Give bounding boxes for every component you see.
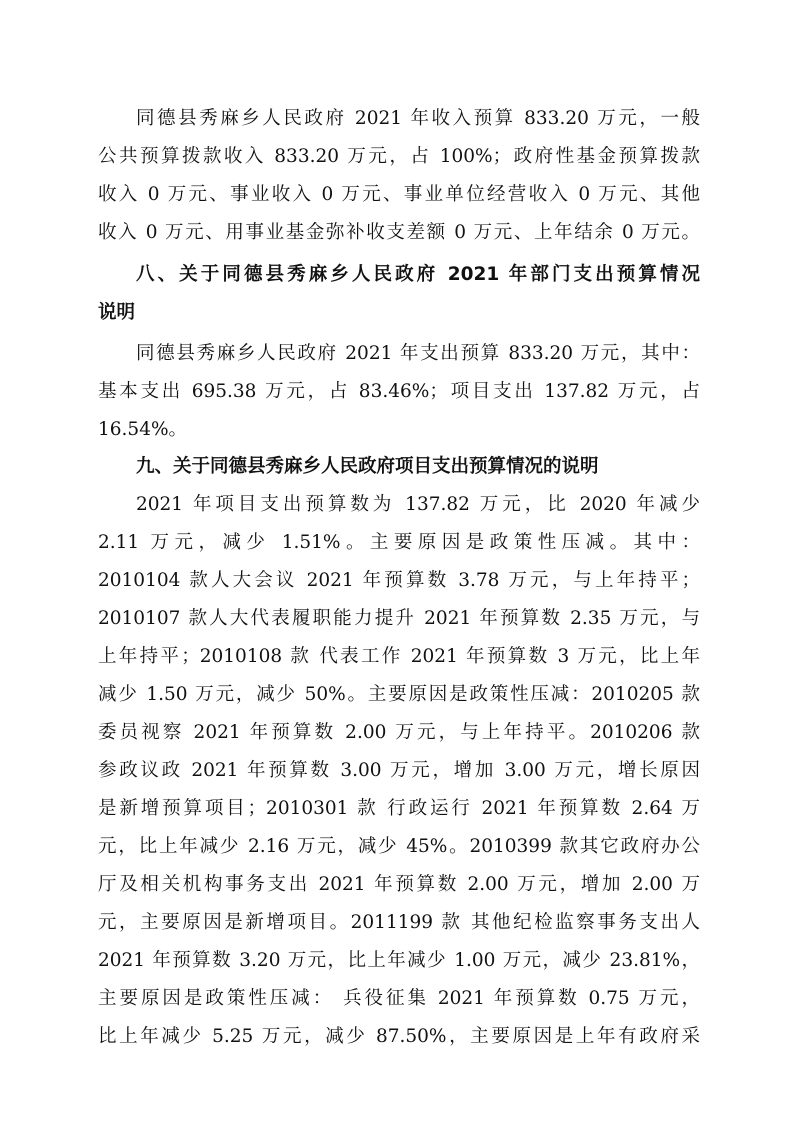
paragraph-line: 比上年减少 5.25 万元，减少 87.50%，主要原因是上年有政府采 (98, 1026, 700, 1047)
expenditure-budget-paragraph (98, 335, 700, 449)
paragraph-line: 同德县秀麻乡人民政府 2021 年支出预算 833.20 万元，其中： (136, 343, 700, 364)
paragraph-line: 2010104 款人大会议 2021 年预算数 3.78 万元，与上年持平； (98, 570, 700, 591)
paragraph-line: 基本支出 695.38 万元，占 83.46%；项目支出 137.82 万元，占 (98, 381, 700, 402)
paragraph-line: 元，主要原因是新增项目。2011199 款 其他纪检监察事务支出人 (98, 912, 700, 933)
income-budget-paragraph (98, 100, 700, 252)
heading-line: 说明 (98, 302, 136, 323)
paragraph-line: 上年持平；2010108 款 代表工作 2021 年预算数 3 万元，比上年 (98, 646, 700, 667)
paragraph-line: 收入 0 万元、用事业基金弥补收支差额 0 万元、上年结余 0 万元。 (98, 222, 700, 243)
section-heading-9 (98, 448, 700, 486)
heading-line: 八、关于同德县秀麻乡人民政府 2021 年部门支出预算情况 (136, 264, 700, 285)
paragraph-line: 是新增预算项目；2010301 款 行政运行 2021 年预算数 2.64 万 (98, 798, 700, 819)
paragraph-line: 收入 0 万元、事业收入 0 万元、事业单位经营收入 0 万元、其他 (98, 184, 700, 205)
section-heading-8 (98, 256, 700, 332)
paragraph-line: 2010107 款人大代表履职能力提升 2021 年预算数 2.35 万元，与 (98, 608, 700, 629)
paragraph-line: 2.11 万元，减少 1.51%。主要原因是政策性压减。其中： (98, 532, 700, 553)
paragraph-line: 16.54%。 (98, 419, 188, 440)
heading-line: 九、关于同德县秀麻乡人民政府项目支出预算情况的说明 (136, 456, 599, 477)
paragraph-line: 元，比上年减少 2.16 万元，减少 45%。2010399 款其它政府办公 (98, 836, 700, 857)
paragraph-line: 主要原因是政策性压减： 兵役征集 2021 年预算数 0.75 万元， (98, 988, 700, 1009)
paragraph-line: 2021 年预算数 3.20 万元，比上年减少 1.00 万元，减少 23.81%， (98, 950, 700, 971)
project-expenditure-paragraph (98, 486, 700, 1056)
paragraph-line: 同德县秀麻乡人民政府 2021 年收入预算 833.20 万元，一般 (136, 108, 700, 129)
paragraph-line: 公共预算拨款收入 833.20 万元，占 100%；政府性基金预算拨款 (98, 146, 700, 167)
paragraph-line: 2021 年项目支出预算数为 137.82 万元，比 2020 年减少 (136, 494, 700, 515)
paragraph-line: 减少 1.50 万元，减少 50%。主要原因是政策性压减：2010205 款 (98, 684, 700, 705)
paragraph-line: 参政议政 2021 年预算数 3.00 万元，增加 3.00 万元，增长原因 (98, 760, 700, 781)
paragraph-line: 委员视察 2021 年预算数 2.00 万元，与上年持平。2010206 款 (98, 722, 700, 743)
paragraph-line: 厅及相关机构事务支出 2021 年预算数 2.00 万元，增加 2.00 万 (98, 874, 700, 895)
